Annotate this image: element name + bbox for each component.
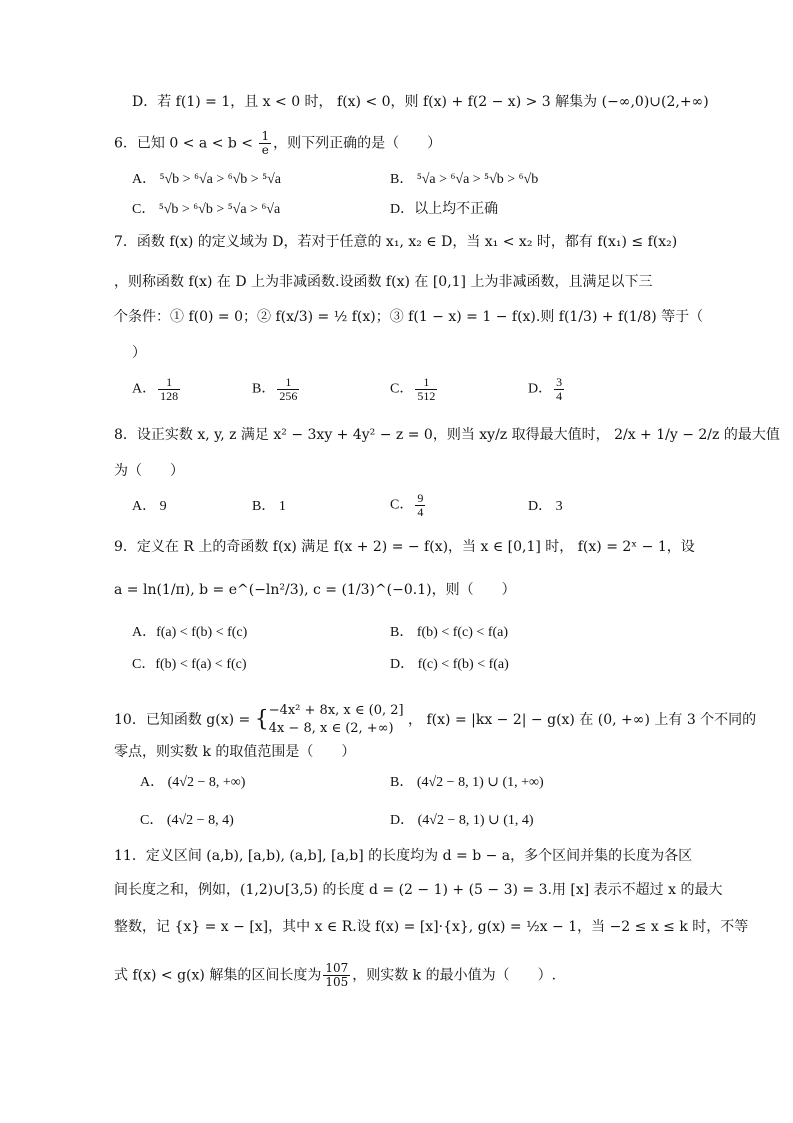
q9-line-2: a = ln(1/π), b = e^(−ln²/3), c = (1/3)^(−0.1)，则（ ）: [114, 582, 516, 598]
q11-line-3: 整数，记 {x} = x − [x]，其中 x ∈ R.设 f(x) = [x]·{x}, g(x) = ½x − 1，当 −2 ≤ x ≤ k 时，不等: [114, 919, 749, 935]
q8-option-c: C． $\frac{9}{4}$: [390, 491, 424, 519]
q9-line-1: 9．定义在 R 上的奇函数 f(x) 满足 f(x + 2) = − f(x)，当 x ∈ [0,1] 时， f(x) = 2ˣ − 1，设: [114, 539, 695, 555]
q8-option-d: D． 3: [528, 499, 563, 514]
q7-option-c: C． $\frac{1}{512}$: [390, 375, 436, 403]
q6-stem-fraction: $\frac{1}{e}$: [261, 129, 270, 157]
q8-line-1: 8．设正实数 x, y, z 满足 x² − 3xy + 4y² − z = 0，则当 xy/z 取得最大值时， 2/x + 1/y − 2/z 的最大值: [114, 427, 780, 443]
q7-option-a: A． $\frac{1}{128}$: [132, 375, 179, 403]
q9-option-b: B． f(b) < f(c) < f(a): [390, 625, 509, 640]
q5-option-d: D．若 f(1) = 1，且 x < 0 时， f(x) < 0，则 f(x) + f(2 − x) > 3 解集为 (−∞,0)∪(2,+∞): [132, 94, 709, 110]
q10-brace: {: [254, 707, 269, 732]
q6-option-d: D．以上均不正确: [390, 202, 499, 217]
q8-option-a: A． 9: [132, 499, 167, 514]
q10-option-c: C． (4√2 − 8, 4): [140, 813, 234, 828]
q6-stem-part1: 6．已知 0 < a < b <: [114, 135, 258, 152]
q8-option-b: B． 1: [252, 499, 286, 514]
q10-f-definition: ， f(x) = |kx − 2| − g(x) 在 (0, +∞) 上有 3 个不同的: [408, 712, 757, 728]
q7-line-3: 个条件：① f(0) = 0；② f(x/3) = ½ f(x)；③ f(1 − x) = 1 − f(x).则 f(1/3) + f(1/8) 等于（: [114, 309, 704, 325]
q11-line-4-part1: 式 f(x) < g(x) 解集的区间长度为: [114, 967, 322, 984]
q7-line-4: ）: [132, 345, 146, 361]
q6-stem-part2: ，则下列正确的是（ ）: [273, 135, 442, 152]
q10-option-a: A． (4√2 − 8, +∞): [140, 775, 246, 790]
q6-stem: [114, 130, 683, 157]
q9-option-d: D． f(c) < f(b) < f(a): [390, 657, 509, 672]
q8-line-2: 为（ ）: [114, 463, 184, 479]
q6-option-a: A． ⁵√b > ⁶√a > ⁶√b > ⁵√a: [132, 172, 281, 187]
q7-line-2: ，则称函数 f(x) 在 D 上为非减函数.设函数 f(x) 在 [0,1] 上为非减函数，且满足以下三: [114, 274, 653, 290]
q11-line-4-part2: ，则实数 k 的最小值为（ ）.: [352, 967, 557, 984]
q10-option-d: D． (4√2 − 8, 1) ∪ (1, 4): [390, 813, 534, 828]
q7-option-d: D． $\frac{3}{4}$: [528, 375, 563, 403]
q6-option-b: B． ⁵√a > ⁶√a > ⁵√b > ⁶√b: [390, 172, 539, 187]
q7-option-b: B． $\frac{1}{256}$: [252, 375, 298, 403]
q10-g-definition: 10．已知函数 g(x) =: [114, 712, 251, 728]
q10-line-2: 零点，则实数 k 的取值范围是（ ）: [114, 744, 356, 760]
q11-line-1: 11．定义区间 (a,b), [a,b), (a,b], [a,b] 的长度均为 d = b − a，多个区间并集的长度为各区: [114, 848, 693, 864]
q9-option-c: C．f(b) < f(a) < f(c): [132, 657, 247, 672]
q10-piecewise: −4x² + 8x, x ∈ (0, 2] 4x − 8, x ∈ (2, +∞): [268, 703, 404, 736]
q6-option-c: C． ⁵√b > ⁶√b > ⁵√a > ⁶√a: [132, 202, 281, 217]
q9-option-a: A．f(a) < f(b) < f(c): [132, 625, 248, 640]
q11-length-fraction: $\frac{107}{105}$: [325, 961, 349, 989]
q11-line-2: 间长度之和，例如，(1,2)∪[3,5) 的长度 d = (2 − 1) + (5 − 3) = 3.用 [x] 表示不超过 x 的最大: [114, 882, 723, 898]
q10-option-b: B． (4√2 − 8, 1) ∪ (1, +∞): [390, 775, 544, 790]
q11-line-4: [114, 962, 683, 989]
q7-line-1: 7．函数 f(x) 的定义域为 D，若对于任意的 x₁, x₂ ∈ D，当 x₁ < x₂ 时，都有 f(x₁) ≤ f(x₂): [114, 234, 678, 250]
q10-line-1: [114, 700, 757, 740]
